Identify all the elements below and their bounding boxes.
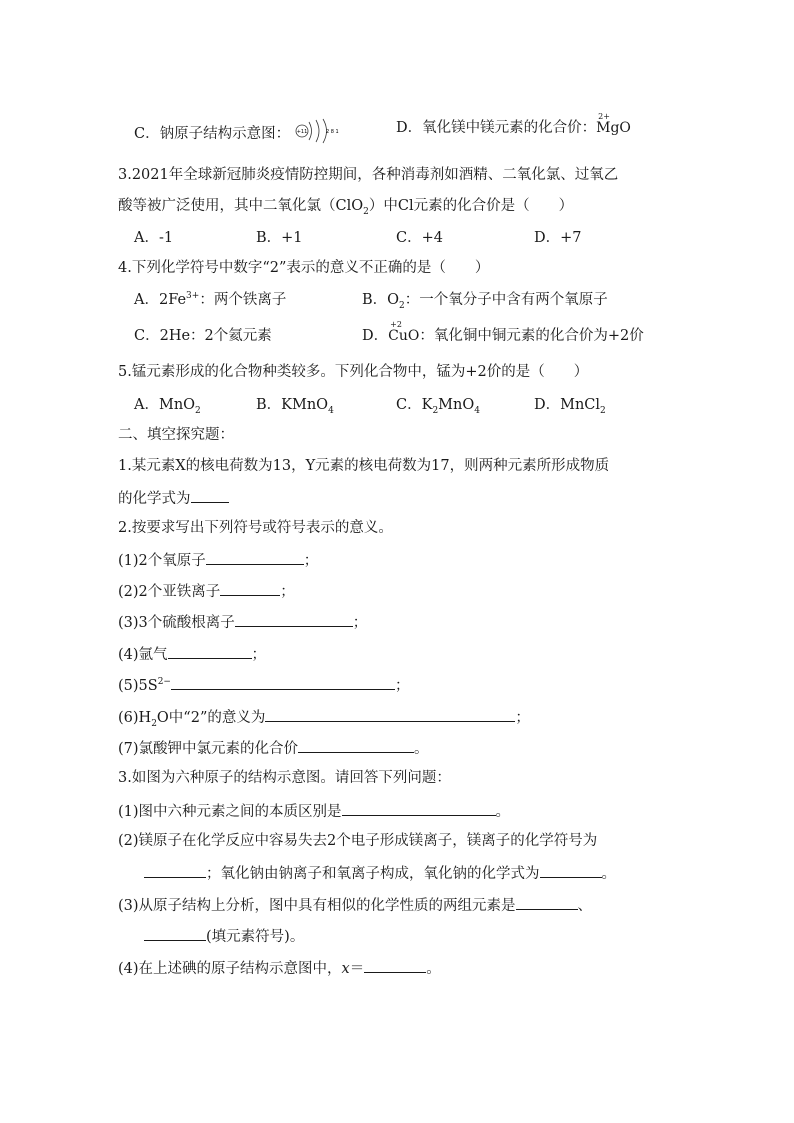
mgo-valence: 2+ MgO	[596, 112, 631, 136]
q3-option-d: D．+7	[534, 230, 582, 246]
q4-option-b: B．$O_2$：一个氧分子中含有两个氧原子	[362, 292, 608, 311]
s2-q2-item7: (7)氯酸钾中氯元素的化合价 。	[118, 737, 429, 759]
q5-option-d: D．MnCl$_2$	[534, 397, 606, 416]
atom-shells: 2 8 1	[325, 129, 339, 135]
s2-q1-line1: 1.某元素X的核电荷数为13，Y元素的核电荷数为17，则两种元素所形成物质	[118, 458, 610, 474]
s2-q2-item5: $(5)5S^{2-}$ ；	[118, 674, 409, 696]
s2-q3-item2-line1: (2)镁原子在化学反应中容易失去2个电子形成镁离子，镁离子的化学符号为	[118, 833, 598, 849]
q5-stem: 5.锰元素形成的化合物种类较多。下列化合物中，锰为+2价的是（ ）	[118, 364, 589, 380]
cuo-valence: +2 CuO	[388, 320, 420, 344]
q4-option-d: D． +2 CuO：氧化铜中铜元素的化合价为+2价	[362, 320, 644, 344]
section2-title: 二、填空探究题：	[118, 427, 234, 443]
q2-option-d: D．氧化镁中镁元素的化合价： 2+ MgO	[396, 112, 631, 136]
s2-q3-stem: 3.如图为六种原子的结构示意图。请回答下列问题：	[118, 770, 451, 786]
q2-option-c: C．钠原子结构示意图： +11 2 8 1	[134, 118, 341, 150]
answer-blank[interactable]	[171, 674, 395, 690]
atom-nucleus: +11	[296, 129, 307, 135]
answer-blank[interactable]	[191, 487, 229, 503]
q3-option-c: C．+4	[396, 230, 443, 246]
answer-blank[interactable]	[298, 737, 414, 753]
q4-option-a: A．$2Fe^{3+}$：两个铁离子	[134, 291, 287, 308]
answer-blank[interactable]	[144, 925, 206, 941]
answer-blank[interactable]	[235, 611, 353, 627]
q3-option-a: A．-1	[134, 230, 174, 246]
answer-blank[interactable]	[540, 862, 602, 878]
s2-q2-item1: (1)2个氧原子 ；	[118, 549, 318, 571]
answer-blank[interactable]	[206, 549, 304, 565]
q3-option-b: B．+1	[256, 230, 303, 246]
answer-blank[interactable]	[144, 862, 206, 878]
s2-q2-stem: 2.按要求写出下列符号或符号表示的意义。	[118, 520, 393, 536]
answer-blank[interactable]	[220, 580, 280, 596]
s2-q2-item4: (4)氩气 ；	[118, 643, 266, 665]
answer-blank[interactable]	[168, 643, 252, 659]
q4-option-c: C．2He：2个氦元素	[134, 328, 272, 344]
q5-option-a: A．MnO$_2$	[134, 397, 201, 416]
s2-q3-item3-line2: (填元素符号)。	[144, 925, 304, 947]
s2-q3-item2-line2: ；氧化钠由钠离子和氧离子构成，氧化钠的化学式为 。	[144, 862, 616, 884]
s2-q3-item4: (4)在上述碘的原子结构示意图中，x＝ 。	[118, 957, 441, 979]
q4-stem: 4.下列化学符号中数字“2”表示的意义不正确的是（ ）	[118, 260, 490, 276]
answer-blank[interactable]	[265, 706, 515, 722]
sodium-atom-diagram	[295, 118, 341, 150]
q5-option-b: B．KMnO$_4$	[256, 397, 334, 416]
s2-q2-item3: (3)3个硫酸根离子 ；	[118, 611, 367, 633]
s2-q2-item6: $(6)H_2O$中“2”的意义为 ；	[118, 706, 530, 728]
s2-q3-item3-line1: (3)从原子结构上分析，图中具有相似的化学性质的两组元素是 、	[118, 894, 592, 916]
answer-blank[interactable]	[342, 800, 496, 816]
q3-stem-line2: 酸等被广泛使用，其中二氧化氯（ClO$_2$）中Cl元素的化合价是（ ）	[118, 198, 574, 217]
q3-stem-line1: 3.2021年全球新冠肺炎疫情防控期间，各种消毒剂如酒精、二氧化氯、过氧乙	[118, 167, 619, 183]
s2-q3-item1: (1)图中六种元素之间的本质区别是 。	[118, 800, 510, 822]
answer-blank[interactable]	[516, 894, 578, 910]
s2-q2-item2: (2)2个亚铁离子 ；	[118, 580, 295, 602]
q5-option-c: C．$K_2MnO_4$	[396, 397, 480, 416]
answer-blank[interactable]	[364, 957, 426, 973]
s2-q1-line2: 的化学式为	[118, 487, 229, 509]
